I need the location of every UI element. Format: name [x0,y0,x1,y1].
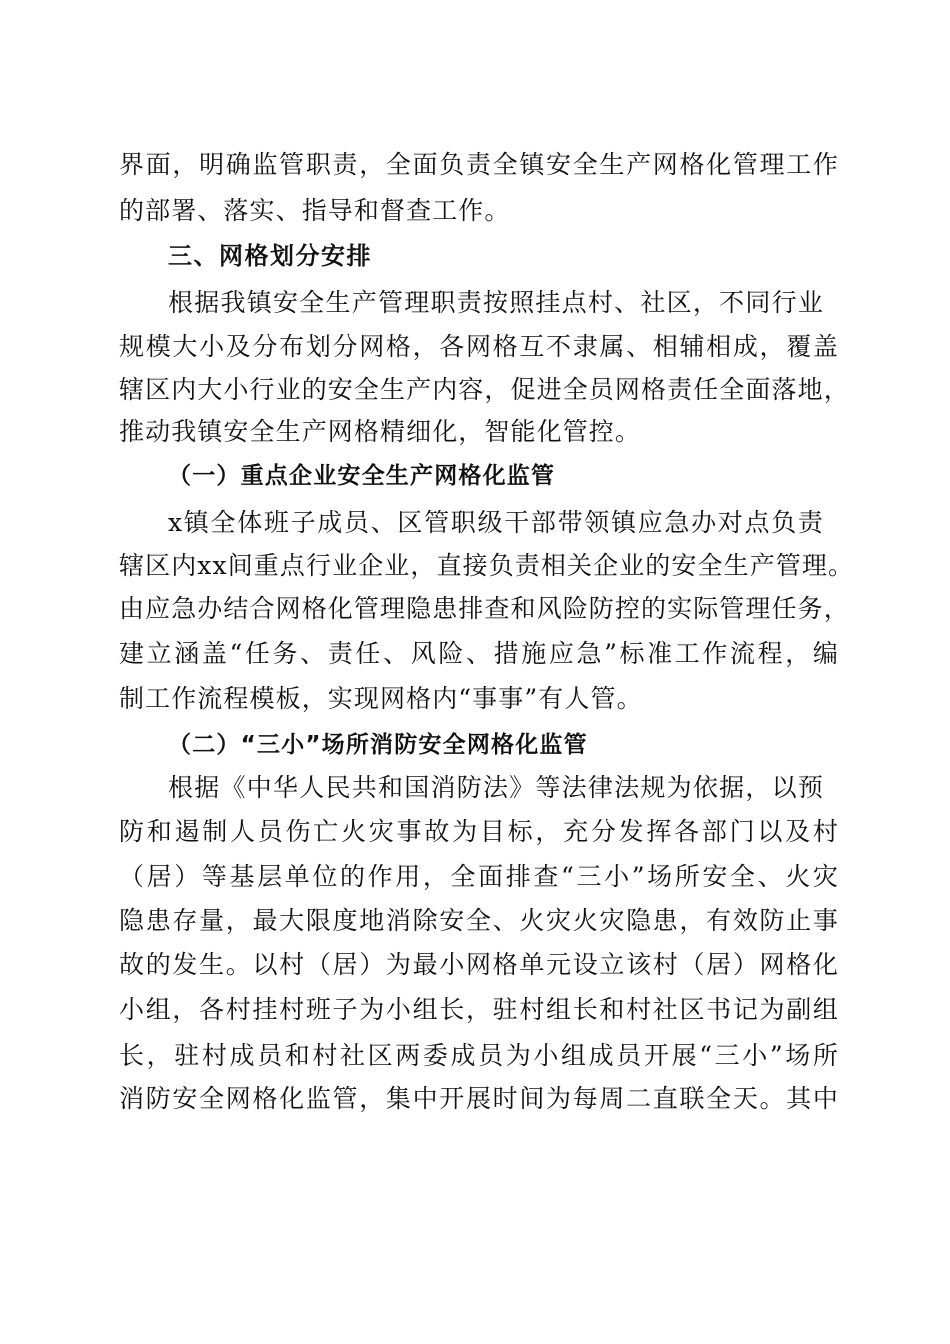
paragraph-line: （居）等基层单位的作用，全面排查“三小”场所安全、火灾 [119,862,839,891]
paragraph-line: 故的发生。以村（居）为最小网格单元设立该村（居）网格化 [119,950,839,979]
paragraph-line: 长，驻村成员和村社区两委成员为小组成员开展“三小”场所 [119,1041,839,1070]
paragraph-line: 由应急办结合网格化管理隐患排查和风险防控的实际管理任务， [119,594,850,623]
paragraph-line: 推动我镇安全生产网格精细化，智能化管控。 [119,417,642,446]
paragraph-line: 防和遏制人员伤亡火灾事故为目标，充分发挥各部门以及村 [119,817,839,846]
paragraph-line: 的部署、落实、指导和督查工作。 [119,196,511,225]
paragraph-line: 消防安全网格化监管，集中开展时间为每周二直联全天。其中 [119,1084,839,1113]
paragraph-line: 辖区内大小行业的安全生产内容，促进全员网格责任全面落地， [119,375,850,404]
section-heading: 三、网格划分安排 [168,242,372,270]
paragraph-line: 制工作流程模板，实现网格内“事事”有人管。 [119,684,643,713]
paragraph-line: 界面，明确监管职责，全面负责全镇安全生产网格化管理工作 [119,150,839,179]
paragraph-line: 辖区内xx间重点行业企业，直接负责相关企业的安全生产管理。 [119,551,855,580]
paragraph-line: x镇全体班子成员、区管职级干部带领镇应急办对点负责 [168,508,824,537]
paragraph-line: 建立涵盖“任务、责任、风险、措施应急”标准工作流程，编 [119,639,839,668]
paragraph-line: 隐患存量，最大限度地消除安全、火灾火灾隐患，有效防止事 [119,906,839,935]
paragraph-line: 根据我镇安全生产管理职责按照挂点村、社区，不同行业 [168,288,824,317]
subsection-heading: （一）重点企业安全生产网格化监管 [168,463,556,489]
paragraph-line: 规模大小及分布划分网格，各网格互不隶属、相辅相成，覆盖 [119,332,839,361]
paragraph-line: 小组，各村挂村班子为小组长，驻村组长和村社区书记为副组 [119,995,839,1024]
subsection-heading: （二）“三小”场所消防安全网格化监管 [168,732,588,758]
paragraph-line: 根据《中华人民共和国消防法》等法律法规为依据，以预 [168,773,824,802]
